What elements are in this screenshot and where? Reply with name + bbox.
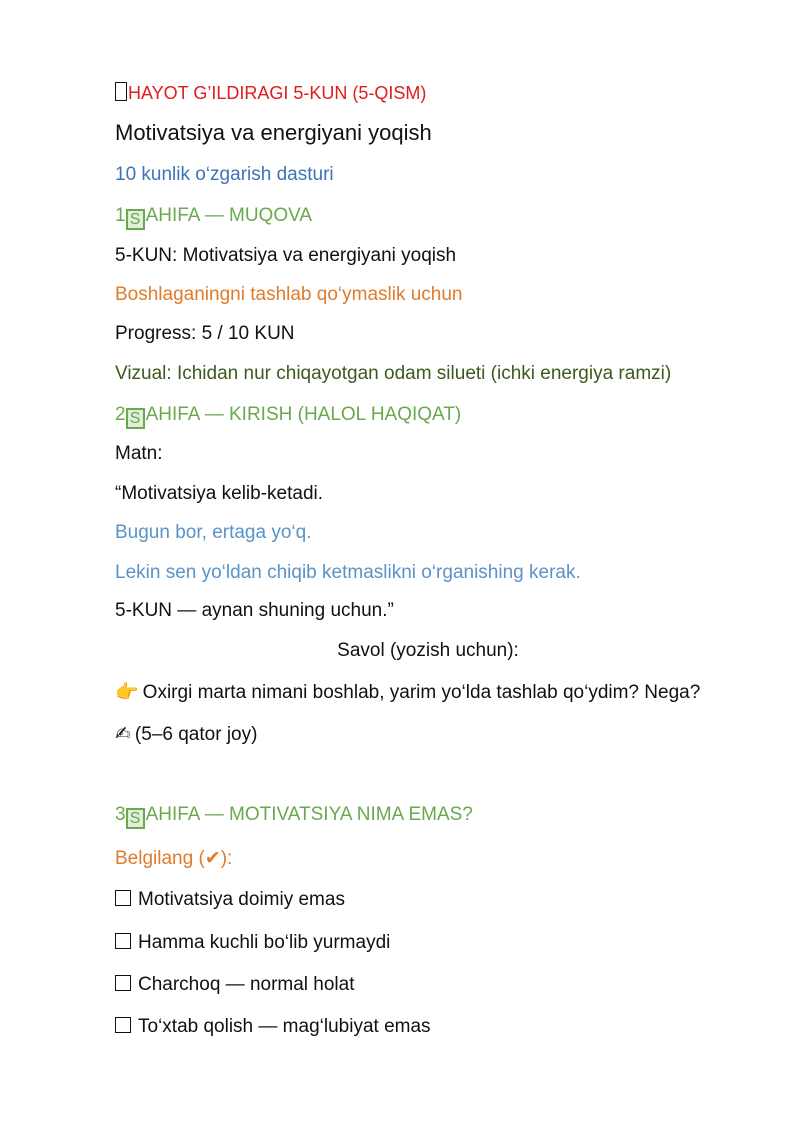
checklist-item bbox=[115, 1015, 431, 1039]
page2-write-space-text: (5–6 qator joy) bbox=[134, 724, 258, 745]
checkbox-icon[interactable] bbox=[115, 933, 131, 949]
checkbox-icon[interactable] bbox=[115, 890, 131, 906]
checklist-item-label: Charchoq — normal holat bbox=[138, 974, 355, 995]
page3-heading bbox=[115, 803, 473, 829]
page1-day-title: 5-KUN: Motivatsiya va energiyani yoqish bbox=[115, 245, 457, 266]
page1-heading-text: AHIFA — MUQOVA bbox=[145, 205, 313, 226]
page2-write-space bbox=[115, 722, 257, 747]
checklist-item bbox=[115, 931, 390, 955]
checklist-item bbox=[115, 888, 345, 912]
page2-number: 2 bbox=[115, 404, 126, 425]
document-title: HAYOT G’ILDIRAGI 5-KUN (5-QISM) bbox=[115, 81, 426, 105]
pointing-hand-icon: 👉 bbox=[115, 681, 139, 703]
checklist-item-label: Motivatsiya doimiy emas bbox=[138, 889, 345, 910]
s-highlight-icon: S bbox=[126, 408, 145, 429]
page2-question bbox=[115, 680, 700, 705]
page2-quote-line-3: Lekin sen yo‘ldan chiqib ketmaslikni o‘rganishing kerak. bbox=[115, 562, 581, 583]
checklist-item-label: Hamma kuchli bo‘lib yurmaydi bbox=[138, 932, 391, 953]
page2-quote-line-2: Bugun bor, ertaga yo‘q. bbox=[115, 522, 312, 543]
page2-text-label: Matn: bbox=[115, 443, 163, 464]
missing-glyph-icon bbox=[115, 82, 127, 101]
page2-quote-line-4: 5-KUN — aynan shuning uchun.” bbox=[115, 600, 394, 621]
s-highlight-icon: S bbox=[126, 808, 145, 829]
page2-quote-line-1: “Motivatsiya kelib-ketadi. bbox=[115, 483, 324, 504]
checkbox-icon[interactable] bbox=[115, 1017, 131, 1033]
page3-instruction: Belgilang (✔): bbox=[115, 848, 233, 869]
page1-progress: Progress: 5 / 10 KUN bbox=[115, 323, 295, 344]
page2-question-label: Savol (yozish uchun): bbox=[337, 640, 519, 661]
s-highlight-icon: S bbox=[126, 209, 145, 230]
page1-tagline: Boshlaganingni tashlab qo‘ymaslik uchun bbox=[115, 284, 463, 305]
page2-heading bbox=[115, 403, 461, 429]
checklist-item bbox=[115, 973, 355, 997]
program-label: 10 kunlik o‘zgarish dasturi bbox=[115, 164, 334, 185]
page3-heading-text: AHIFA — MOTIVATSIYA NIMA EMAS? bbox=[145, 804, 473, 825]
page1-visual-description: Vizual: Ichidan nur chiqayotgan odam silueti (ichki energiya ramzi) bbox=[115, 363, 672, 384]
page3-number: 3 bbox=[115, 804, 126, 825]
checkbox-icon[interactable] bbox=[115, 975, 131, 991]
page1-heading bbox=[115, 204, 312, 230]
page2-heading-text: AHIFA — KIRISH (HALOL HAQIQAT) bbox=[145, 404, 462, 425]
checklist-item-label: To‘xtab qolish — mag‘lubiyat emas bbox=[138, 1016, 431, 1037]
writing-hand-icon: ✍ bbox=[115, 723, 131, 745]
page1-number: 1 bbox=[115, 205, 126, 226]
page2-question-text: Oxirgi marta nimani boshlab, yarim yo‘lda tashlab qo‘ydim? Nega? bbox=[142, 682, 701, 703]
document-subtitle: Motivatsiya va energiyani yoqish bbox=[115, 120, 432, 145]
